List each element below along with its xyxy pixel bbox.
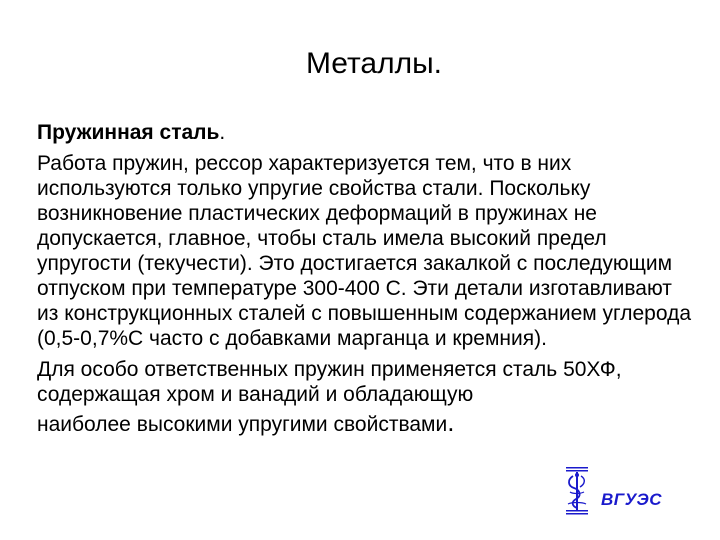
section-heading-text: Пружинная сталь — [37, 121, 220, 144]
paragraph-2-last-text: наиболее высокими упругими свойствами — [37, 413, 448, 436]
slide-body — [37, 120, 697, 440]
paragraph-2 — [37, 357, 697, 440]
paragraph-1: Работа пружин, рессор характеризуется тем, что в них используются только упругие свойства стали. Поскольку возникновение пластических деформаций в пружинах не допускается, главное, чтобы сталь имела высокий предел упругости (текучести). Это достигается закалкой с последующим отпуском при температуре 300-400 С. Эти детали изготавливают из конструкционных сталей с повышенным содержанием углерода (0,5-0,7%С часто с добавками марганца и кремния). — [37, 152, 692, 350]
section-heading — [37, 120, 697, 145]
paragraph-2-last — [37, 407, 455, 437]
paragraph-2-lead: Для особо ответственных пружин применяется сталь 50ХФ, содержащая хром и ванадий и обладающую — [37, 358, 622, 406]
emblem-icon — [564, 466, 590, 516]
paragraph-2-period: . — [447, 407, 455, 437]
section-heading-dot: . — [219, 121, 226, 144]
slide-title: Металлы. — [305, 47, 442, 80]
vguec-logo — [564, 466, 674, 518]
logo-text: ВГУЭС — [601, 490, 662, 509]
